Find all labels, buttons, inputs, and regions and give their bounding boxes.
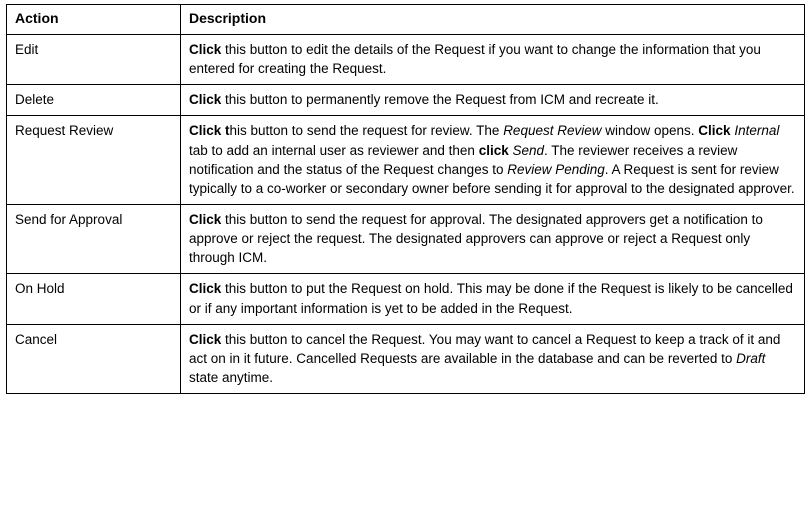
- description-text: Click this button to put the Request on hold. This may be done if the Request is likely to be cancelled or if any important information is yet to be added in the Request.: [189, 281, 793, 316]
- column-header-action: Action: [7, 5, 181, 35]
- description-cell: [181, 34, 805, 84]
- table-row: [7, 324, 805, 393]
- description-text: Click this button to cancel the Request. You may want to cancel a Request to keep a track of it and act on in it future. Cancelled Requests are available in the database and can be reverted to Draft state anytime.: [189, 331, 781, 386]
- action-cell: On Hold: [7, 274, 181, 324]
- description-cell: [181, 324, 805, 393]
- description-cell: [181, 116, 805, 205]
- description-cell: [181, 274, 805, 324]
- table-header-row: [7, 5, 805, 35]
- action-cell: Send for Approval: [7, 204, 181, 273]
- table-header: [7, 5, 805, 35]
- description-text: Click this button to permanently remove the Request from ICM and recreate it.: [189, 92, 659, 108]
- actions-table: [6, 4, 805, 394]
- description-text: Click this button to send the request for review. The Request Review window opens. Click Internal tab to add an internal user as reviewer and then click Send. The reviewer receives a review notification and the status of the Request changes to Review Pending. A Request is sent for review typically to a co-worker or secondary owner before sending it for approval to the designated approver.: [189, 123, 795, 196]
- description-text: Click this button to edit the details of the Request if you want to change the information that you entered for creating the Request.: [189, 41, 761, 77]
- action-cell: Cancel: [7, 324, 181, 393]
- table-row: [7, 116, 805, 205]
- description-text: Click this button to send the request for approval. The designated approvers get a notification to approve or reject the request. The designated approvers can approve or reject a Request only through ICM.: [189, 211, 763, 266]
- action-cell: Edit: [7, 34, 181, 84]
- table-row: [7, 34, 805, 84]
- table-body: [7, 34, 805, 393]
- description-cell: [181, 204, 805, 273]
- column-header-description: Description: [181, 5, 805, 35]
- table-row: [7, 204, 805, 273]
- table-row: [7, 274, 805, 324]
- table-row: [7, 85, 805, 116]
- description-cell: [181, 85, 805, 116]
- action-cell: Delete: [7, 85, 181, 116]
- action-cell: Request Review: [7, 116, 181, 205]
